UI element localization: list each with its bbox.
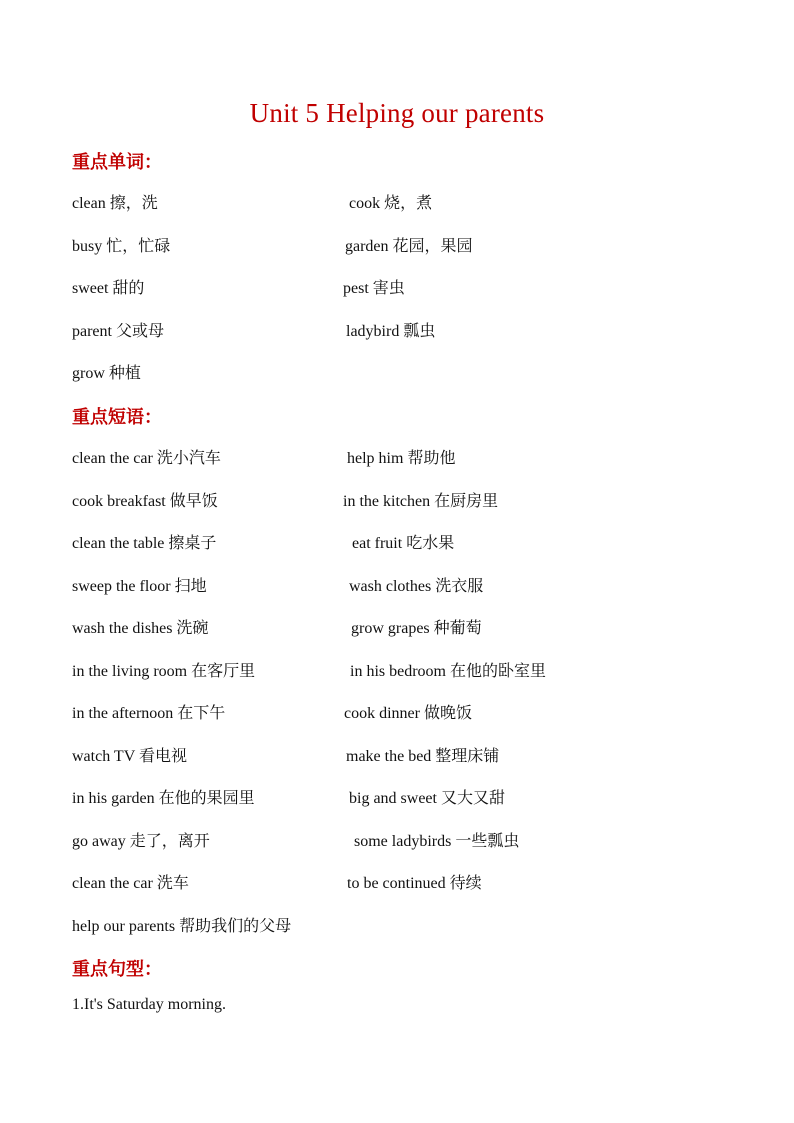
sentences-heading: 重点句型： bbox=[72, 959, 162, 980]
vocab-row bbox=[0, 615, 794, 639]
entry-right: in the kitchen 在厨房里 bbox=[343, 492, 499, 510]
entry-left: in his garden 在他的果园里 bbox=[72, 790, 255, 807]
entry-right: cook dinner 做晚饭 bbox=[344, 705, 472, 722]
entry-right: ladybird 瓢虫 bbox=[346, 322, 436, 340]
entry-left: help our parents 帮助我们的父母 bbox=[72, 917, 292, 935]
vocab-row bbox=[0, 488, 794, 512]
entry-left: grow 种植 bbox=[72, 365, 141, 383]
vocab-row bbox=[0, 913, 794, 937]
vocab-row bbox=[0, 190, 794, 214]
vocab-row bbox=[0, 828, 794, 852]
vocab-row bbox=[0, 360, 794, 384]
vocab-row bbox=[0, 785, 794, 809]
entry-left: in the afternoon 在下午 bbox=[72, 705, 226, 722]
entry-right: pest 害虫 bbox=[343, 280, 405, 298]
entry-right: to be continued 待续 bbox=[347, 875, 482, 892]
entry-right: garden 花园，果园 bbox=[345, 237, 473, 255]
entry-left: sweet 甜的 bbox=[72, 280, 145, 298]
vocab-row bbox=[0, 233, 794, 257]
entry-left: wash the dishes 洗碗 bbox=[72, 620, 209, 637]
vocab-row bbox=[0, 743, 794, 767]
vocab-row bbox=[0, 530, 794, 554]
entry-left: watch TV 看电视 bbox=[72, 747, 187, 765]
entry-left: clean 擦，洗 bbox=[72, 195, 158, 212]
entry-right: big and sweet 又大又甜 bbox=[349, 790, 505, 807]
entry-left: clean the table 擦桌子 bbox=[72, 535, 217, 552]
entry-left: sweep the floor 扫地 bbox=[72, 577, 207, 595]
entry-left: go away 走了，离开 bbox=[72, 832, 210, 850]
words-heading: 重点单词： bbox=[72, 152, 162, 173]
phrases-heading: 重点短语： bbox=[72, 407, 162, 428]
page-title: Unit 5 Helping our parents bbox=[249, 98, 545, 128]
entry-right: cook 烧，煮 bbox=[349, 195, 433, 212]
vocab-row bbox=[0, 658, 794, 682]
entry-right: some ladybirds 一些瓢虫 bbox=[354, 832, 520, 850]
vocab-row bbox=[0, 700, 794, 724]
entry-right: wash clothes 洗衣服 bbox=[349, 577, 484, 595]
entry-left: parent 父或母 bbox=[72, 322, 164, 340]
entry-left: clean the car 洗车 bbox=[72, 875, 189, 892]
vocab-row bbox=[0, 445, 794, 469]
sentence-item: 1.It's Saturday morning. bbox=[72, 996, 226, 1013]
vocab-row bbox=[0, 870, 794, 894]
vocab-row bbox=[0, 318, 794, 342]
entry-right: eat fruit 吃水果 bbox=[352, 535, 455, 552]
entry-right: in his bedroom 在他的卧室里 bbox=[350, 662, 546, 680]
entry-right: help him 帮助他 bbox=[347, 450, 456, 467]
entry-left: cook breakfast 做早饭 bbox=[72, 492, 218, 510]
vocab-row bbox=[0, 573, 794, 597]
entry-left: busy 忙，忙碌 bbox=[72, 237, 171, 255]
entry-left: clean the car 洗小汽车 bbox=[72, 450, 221, 467]
entry-right: grow grapes 种葡萄 bbox=[351, 620, 482, 637]
vocab-row bbox=[0, 275, 794, 299]
entry-left: in the living room 在客厅里 bbox=[72, 662, 256, 680]
entry-right: make the bed 整理床铺 bbox=[346, 747, 500, 765]
